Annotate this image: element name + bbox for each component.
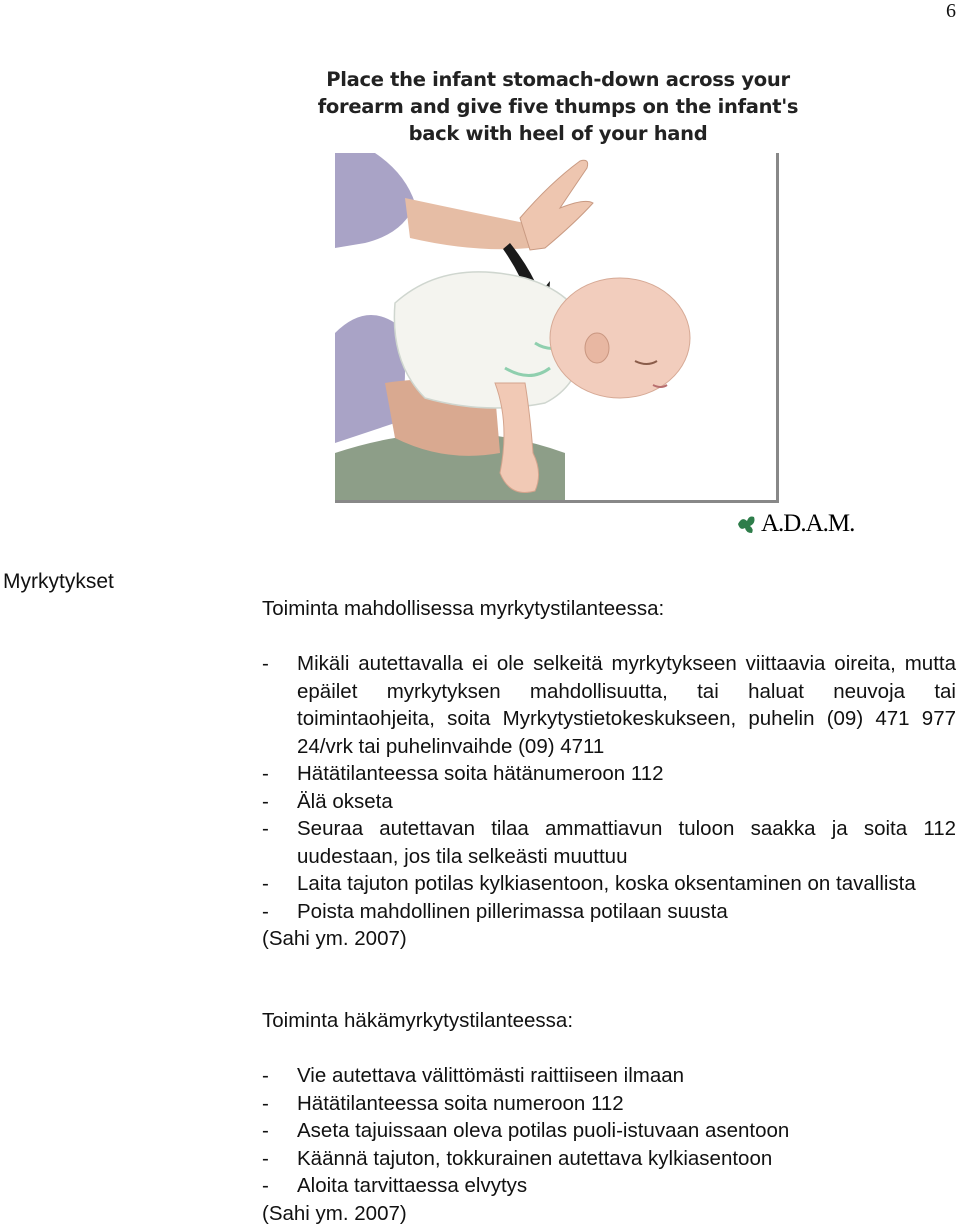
page-number: 6 <box>946 0 956 22</box>
poisoning-section <box>262 595 956 953</box>
list-item: - Mikäli autettavalla ei ole selkeitä myrkytykseen viittaavia oireita, mutta epäilet myrkytyksen mahdollisuutta, tai haluat neuvoja tai toimintaohjeita, soita Myrkytystietokeskukseen, puhelin (09) 471 977 24/vrk tai puhelinvaihde (09) 4711 <box>262 652 956 758</box>
adam-logo <box>736 508 854 540</box>
infant-illustration <box>335 153 779 503</box>
list-item: - Hätätilanteessa soita numeroon 112 <box>262 1091 624 1115</box>
infant-back-blows-figure <box>300 60 860 550</box>
section-title: Toiminta häkämyrkytystilanteessa: <box>262 1009 574 1032</box>
adam-logo-text: A.D.A.M. <box>761 510 855 537</box>
figure-caption <box>300 66 816 147</box>
list-item: - Seuraa autettavan tilaa ammattiavun tuloon saakka ja soita 112 uudestaan, jos tila selkeästi muuttuu <box>262 817 956 868</box>
side-heading: Myrkytykset <box>3 570 114 593</box>
caption-line: Place the infant stomach-down across your <box>326 68 790 91</box>
list-item: - Poista mahdollinen pillerimassa potilaan suusta <box>262 899 728 923</box>
leaf-icon <box>736 513 758 535</box>
infant-illustration-drawing <box>335 153 779 503</box>
source-citation: (Sahi ym. 2007) <box>262 927 407 950</box>
list-item: - Älä okseta <box>262 789 393 813</box>
list-item: - Aseta tajuissaan oleva potilas puoli-istuvaan asentoon <box>262 1119 790 1142</box>
co-poisoning-list <box>262 1062 956 1200</box>
list-item: - Käännä tajuton, tokkurainen autettava kylkiasentoon <box>262 1146 773 1170</box>
list-item: - Aloita tarvittaessa elvytys <box>262 1174 528 1197</box>
poisoning-list <box>262 650 956 925</box>
section-title: Toiminta mahdollisessa myrkytystilanteessa: <box>262 597 665 620</box>
caption-line: back with heel of your hand <box>408 122 708 145</box>
list-item: - Hätätilanteessa soita hätänumeroon 112 <box>262 762 664 785</box>
list-item: - Vie autettava välittömästi raittiiseen ilmaan <box>262 1064 685 1087</box>
source-citation: (Sahi ym. 2007) <box>262 1201 407 1225</box>
caption-line: forearm and give five thumps on the infant's <box>317 95 799 118</box>
co-poisoning-section <box>262 1007 956 1227</box>
list-item: - Laita tajuton potilas kylkiasentoon, koska oksentaminen on tavallista <box>262 872 916 895</box>
